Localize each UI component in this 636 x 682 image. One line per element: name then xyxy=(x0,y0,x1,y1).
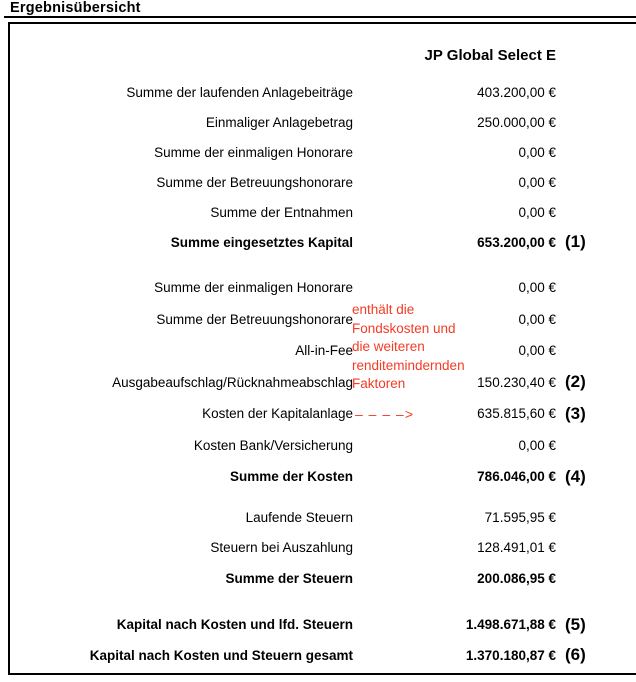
row-label: Laufende Steuern xyxy=(245,510,353,526)
row-value: 1.370.180,87 € xyxy=(465,647,556,663)
row-value: 71.595,95 € xyxy=(484,510,556,526)
row-label: Summe der Betreuungshonorare xyxy=(156,174,353,190)
table-row xyxy=(10,77,636,107)
section-invested-capital xyxy=(10,77,636,257)
annotation-line: Faktoren xyxy=(352,376,406,391)
table-row xyxy=(10,503,636,533)
row-marker: (5) xyxy=(565,614,586,634)
row-value: 0,00 € xyxy=(518,174,556,190)
table-row-capital-after-costs-running-taxes xyxy=(10,609,636,640)
row-label: Kapital nach Kosten und Steuern gesamt xyxy=(89,647,353,663)
table-row xyxy=(10,197,636,227)
row-label: Summe der Entnahmen xyxy=(210,204,353,220)
section-final-capital xyxy=(10,609,636,670)
table-row xyxy=(10,533,636,563)
row-label: Kapital nach Kosten und lfd. Steuern xyxy=(116,617,353,633)
row-label: Einmaliger Anlagebetrag xyxy=(205,114,353,130)
table-row xyxy=(10,272,636,304)
table-row-total-invested-capital xyxy=(10,227,636,257)
row-value: 653.200,00 € xyxy=(477,234,556,250)
row-label: Ausgabeaufschlag/Rücknahmeabschlag xyxy=(112,374,353,390)
row-label: Summe der Steuern xyxy=(225,570,353,586)
row-label: All-in-Fee xyxy=(295,343,353,359)
row-value: 0,00 € xyxy=(518,343,556,359)
table-row xyxy=(10,430,636,462)
row-label: Summe eingesetztes Kapital xyxy=(170,234,353,250)
table-row xyxy=(10,107,636,137)
row-value: 0,00 € xyxy=(518,280,556,296)
annotation-line: die weiteren xyxy=(352,339,425,354)
row-value: 200.086,95 € xyxy=(477,570,556,586)
row-value: 0,00 € xyxy=(518,144,556,160)
table-row xyxy=(10,137,636,167)
table-row xyxy=(10,304,636,336)
row-value: 150.230,40 € xyxy=(477,374,556,390)
row-value: 0,00 € xyxy=(518,437,556,453)
row-label: Summe der einmaligen Honorare xyxy=(154,144,353,160)
row-marker: (3) xyxy=(565,403,586,423)
title-underline xyxy=(4,16,636,18)
row-value: 0,00 € xyxy=(518,204,556,220)
row-label: Steuern bei Auszahlung xyxy=(210,540,353,556)
table-row xyxy=(10,367,636,399)
annotation-line: Fondskosten und xyxy=(352,320,456,336)
row-value: 635.815,60 € xyxy=(477,406,556,422)
row-value: 0,00 € xyxy=(518,311,556,327)
table-row xyxy=(10,167,636,197)
page-title: Ergebnisübersicht xyxy=(10,0,141,16)
table-row xyxy=(10,398,636,430)
row-label: Kosten Bank/Versicherung xyxy=(193,437,353,453)
table-row-total-costs xyxy=(10,461,636,493)
row-value: 250.000,00 € xyxy=(477,114,556,130)
row-label: Summe der Kosten xyxy=(229,469,353,485)
annotation-line: enthält die xyxy=(352,302,415,317)
row-value: 786.046,00 € xyxy=(477,469,556,485)
table-row-total-taxes xyxy=(10,563,636,593)
fund-column-header: JP Global Select E xyxy=(424,46,556,64)
row-marker: (4) xyxy=(565,466,586,486)
row-label: Kosten der Kapitalanlage xyxy=(202,406,353,422)
fund-costs-annotation xyxy=(352,301,488,394)
table-header-row xyxy=(10,40,636,70)
row-marker: (6) xyxy=(565,645,586,665)
section-taxes xyxy=(10,503,636,594)
row-marker: (2) xyxy=(565,372,586,392)
row-label: Summe der Betreuungshonorare xyxy=(156,311,353,327)
section-costs xyxy=(10,272,636,493)
row-marker: (1) xyxy=(565,232,586,251)
table-row-capital-after-costs-taxes-total xyxy=(10,640,636,671)
annotation-arrow-icon: – – – –> xyxy=(355,405,414,422)
row-value: 128.491,01 € xyxy=(477,540,556,556)
results-table xyxy=(8,22,636,675)
row-value: 1.498.671,88 € xyxy=(465,617,556,633)
row-label: Summe der einmaligen Honorare xyxy=(154,280,353,296)
row-label: Summe der laufenden Anlagebeiträge xyxy=(126,84,353,100)
row-value: 403.200,00 € xyxy=(477,84,556,100)
annotation-line: renditemindernden xyxy=(352,357,465,373)
table-row xyxy=(10,335,636,367)
